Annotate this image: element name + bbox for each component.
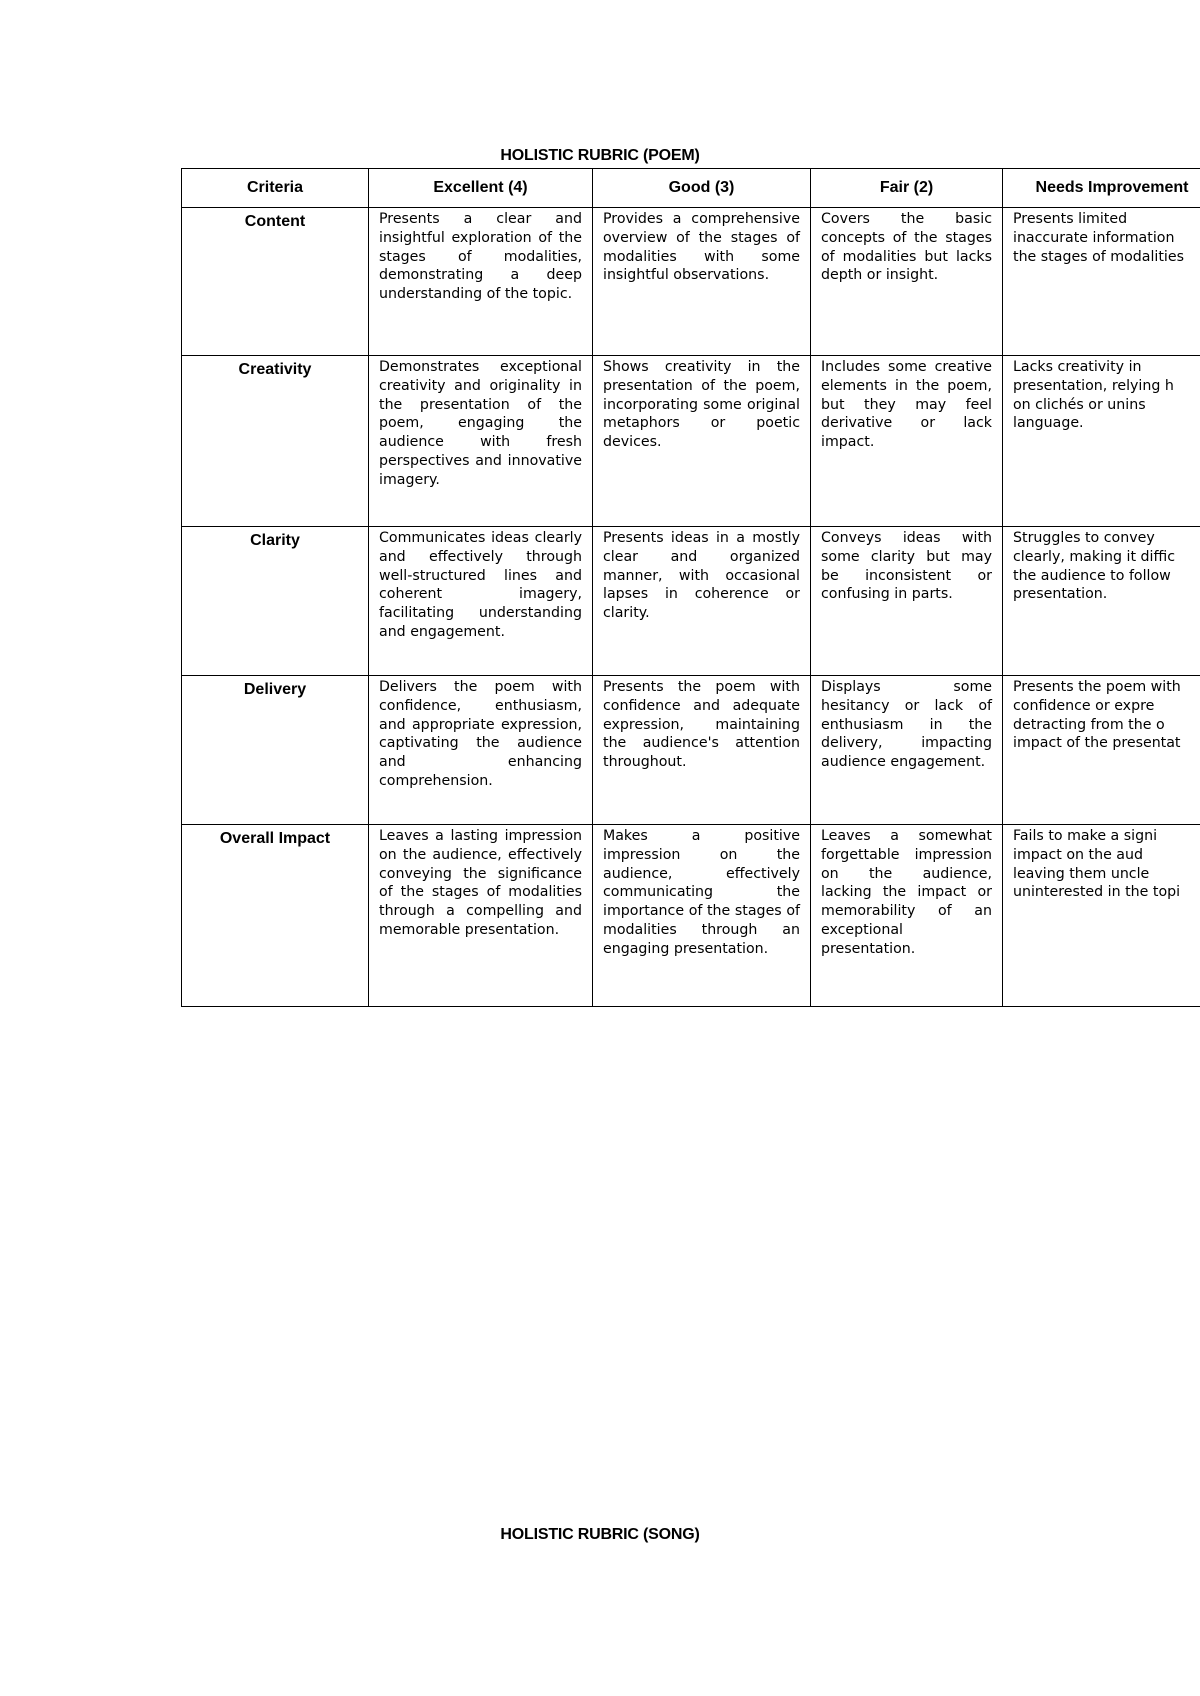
criteria-cell: Overall Impact: [182, 825, 369, 1007]
header-fair: Fair (2): [811, 169, 1003, 208]
table-row: [182, 825, 1200, 1007]
fair-cell: Covers the basic concepts of the stages of modalities but lacks depth or insight.: [811, 208, 1003, 356]
good-cell: Shows creativity in the presentation of the poem, incorporating some original metaphors or poetic devices.: [593, 356, 811, 527]
criteria-cell: Clarity: [182, 527, 369, 676]
needs-improvement-cell: Fails to make a signi impact on the aud leaving them uncle uninterested in the topi: [1003, 825, 1200, 1007]
header-needs-improvement: Needs Improvement: [1003, 169, 1200, 208]
fair-cell: Displays some hesitancy or lack of enthusiasm in the delivery, impacting audience engagement.: [811, 676, 1003, 825]
good-cell: Presents the poem with confidence and adequate expression, maintaining the audience's attention throughout.: [593, 676, 811, 825]
good-cell: Presents ideas in a mostly clear and organized manner, with occasional lapses in coherence or clarity.: [593, 527, 811, 676]
header-good: Good (3): [593, 169, 811, 208]
excellent-cell: Delivers the poem with confidence, enthusiasm, and appropriate expression, captivating the audience and enhancing comprehension.: [369, 676, 593, 825]
excellent-cell: Presents a clear and insightful exploration of the stages of modalities, demonstrating a deep understanding of the topic.: [369, 208, 593, 356]
criteria-cell: Creativity: [182, 356, 369, 527]
table-row: [182, 527, 1200, 676]
needs-improvement-cell: Lacks creativity in presentation, relying h on clichés or unins language.: [1003, 356, 1200, 527]
excellent-cell: Communicates ideas clearly and effectively through well-structured lines and coherent imagery, facilitating understanding and engagement.: [369, 527, 593, 676]
header-excellent: Excellent (4): [369, 169, 593, 208]
table-row: [182, 676, 1200, 825]
rubric-title-song: HOLISTIC RUBRIC (SONG): [500, 1526, 700, 1543]
rubric-table: [181, 168, 1200, 1007]
criteria-cell: Content: [182, 208, 369, 356]
rubric-table-container: [181, 168, 1200, 1007]
good-cell: Provides a comprehensive overview of the stages of modalities with some insightful observations.: [593, 208, 811, 356]
needs-improvement-cell: Presents the poem with confidence or expre detracting from the o impact of the presentat: [1003, 676, 1200, 825]
fair-cell: Conveys ideas with some clarity but may be inconsistent or confusing in parts.: [811, 527, 1003, 676]
header-row: [182, 169, 1200, 208]
needs-improvement-cell: Presents limited inaccurate information the stages of modalities: [1003, 208, 1200, 356]
needs-improvement-cell: Struggles to convey clearly, making it diffic the audience to follow presentation.: [1003, 527, 1200, 676]
good-cell: Makes a positive impression on the audience, effectively communicating the importance of the stages of modalities through an engaging presentation.: [593, 825, 811, 1007]
fair-cell: Leaves a somewhat forgettable impression on the audience, lacking the impact or memorability of an exceptional presentation.: [811, 825, 1003, 1007]
rubric-title-poem: HOLISTIC RUBRIC (POEM): [500, 147, 700, 164]
table-row: [182, 208, 1200, 356]
fair-cell: Includes some creative elements in the poem, but they may feel derivative or lack impact.: [811, 356, 1003, 527]
excellent-cell: Leaves a lasting impression on the audience, effectively conveying the significance of the stages of modalities through a compelling and memorable presentation.: [369, 825, 593, 1007]
excellent-cell: Demonstrates exceptional creativity and originality in the presentation of the poem, engaging the audience with fresh perspectives and innovative imagery.: [369, 356, 593, 527]
header-criteria: Criteria: [182, 169, 369, 208]
table-row: [182, 356, 1200, 527]
criteria-cell: Delivery: [182, 676, 369, 825]
